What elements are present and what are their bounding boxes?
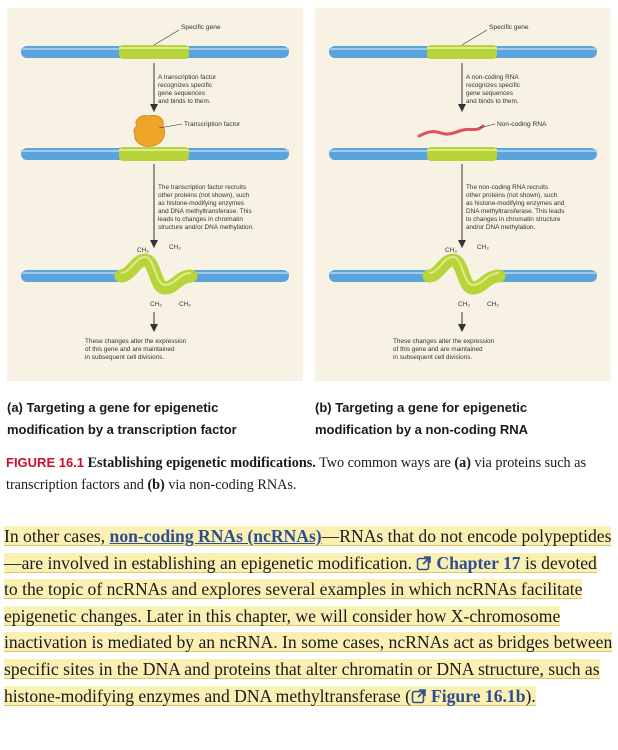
transcription-factor-shape — [134, 115, 165, 146]
caption-title: Establishing epigenetic modifications. — [87, 455, 316, 471]
methyl-label-1: CH₃ — [137, 247, 149, 254]
body-text-segment: —RNAs that do not encode polypeptides—are involved in establishing an epigenetic modification. — [4, 526, 612, 573]
dna-strand-3 — [21, 257, 289, 288]
methyl-label-3: CH₃ — [458, 301, 470, 308]
dna-strand-1 — [21, 45, 289, 59]
panel-b-diagram — [315, 8, 611, 381]
panel-a-subtitle — [7, 397, 237, 441]
panel-a-diagram — [7, 8, 303, 381]
figure-caption — [6, 452, 612, 496]
methyl-label-1: CH₃ — [445, 247, 457, 254]
methyl-label-2: CH₃ — [169, 244, 181, 251]
panel-b-subtitle-line: (b) Targeting a gene for epigenetic — [315, 400, 528, 415]
gene-pointer — [462, 30, 487, 45]
panel-a-subtitle-line: modification by a transcription factor — [7, 422, 237, 437]
gene-label: Specific gene — [489, 24, 529, 31]
body-text-segment: ). — [525, 685, 536, 706]
caption-text: via non-coding RNAs. — [164, 477, 297, 493]
step1-text: A non-coding RNA recognizes specific gene sequences and binds to them. — [466, 74, 520, 105]
dna-strand-2 — [329, 147, 597, 161]
step3-text: These changes alter the expression of this gene and are maintained in subsequent cell divisions. — [393, 338, 495, 361]
methyl-label-4: CH₃ — [487, 301, 499, 308]
step3-text: These changes alter the expression of this gene and are maintained in subsequent cell divisions. — [85, 338, 187, 361]
panel-b — [315, 8, 611, 381]
caption-marker-b: (b) — [147, 477, 165, 493]
arrow-2-head — [458, 240, 466, 248]
panel-b-subtitle — [315, 397, 528, 441]
external-link-icon — [416, 555, 432, 571]
methyl-label-2: CH₃ — [477, 244, 489, 251]
body-text-segment: is devoted to the topic of ncRNAs and explores several examples in which ncRNAs facilitate epigenetic changes. Later in this chapter, we will consider how X-chromosome inactivation is mediated by an ncRNA. In some cases, ncRNAs act as bridges between specific sites in the DNA and proteins that alter chromatin or DNA structure, such as histone-modifying enzymes and DNA methyltransferase ( — [4, 552, 613, 706]
gene-pointer — [154, 30, 179, 45]
caption-text: via proteins such as transcription factors and — [6, 455, 587, 493]
non-coding-rna-shape — [419, 126, 483, 136]
gene-label: Specific gene — [181, 24, 221, 31]
dna-strand-2 — [21, 147, 289, 161]
ncrna-term-link[interactable]: non-coding RNAs (ncRNAs) — [109, 526, 322, 546]
external-link-icon — [411, 688, 427, 704]
highlighted-text — [4, 526, 612, 706]
panel-a — [7, 8, 303, 381]
step2-text: The non-coding RNA recruits other proteins (not shown), such as histone-modifying enzymes and DNA methyltransferase. This leads to changes in chromatin structure and/or DNA methylation. — [466, 184, 565, 231]
panel-b-subtitle-line: modification by a non-coding RNA — [315, 422, 529, 437]
methyl-label-3: CH₃ — [150, 301, 162, 308]
arrow-2-head — [150, 240, 158, 248]
panel-a-subtitle-line: (a) Targeting a gene for epigenetic — [7, 400, 219, 415]
body-text-segment: In other cases, — [4, 526, 110, 546]
arrow-1-head — [150, 104, 158, 112]
step2-text: The transcription factor recruits other proteins (not shown), such as histone-modifying enzymes and DNA methyltransferase. This leads to changes in chromatin structure and/or DNA methylation. — [158, 184, 254, 231]
rna-label: Non-coding RNA — [497, 121, 547, 128]
step1-text: A transcription factor recognizes specific gene sequences and binds to them. — [158, 74, 217, 105]
chapter-17-label: Chapter 17 — [436, 552, 521, 573]
dna-strand-1 — [329, 45, 597, 59]
dna-strand-3 — [329, 257, 597, 288]
methyl-label-4: CH₃ — [179, 301, 191, 308]
caption-text: Two common ways are — [315, 455, 455, 471]
body-paragraph — [4, 523, 614, 709]
arrow-1-head — [458, 104, 466, 112]
figure-16-1b-link[interactable] — [411, 686, 526, 706]
figure-number: FIGURE 16.1 — [6, 455, 85, 470]
caption-marker-a: (a) — [454, 455, 471, 471]
figure-16-1b-label: Figure 16.1b — [431, 685, 526, 706]
chapter-17-link[interactable] — [416, 553, 520, 573]
arrow-3-head — [150, 324, 158, 332]
factor-label: Transcription factor — [184, 121, 241, 128]
arrow-3-head — [458, 324, 466, 332]
